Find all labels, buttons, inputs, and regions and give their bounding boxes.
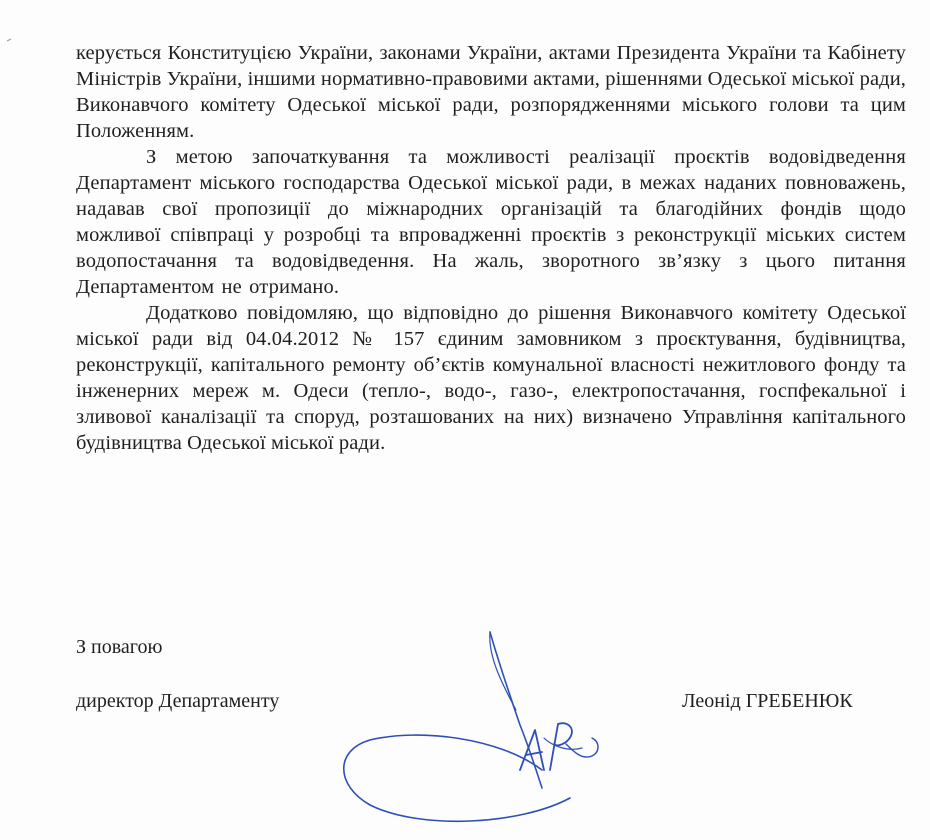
letter-body bbox=[76, 40, 906, 456]
scan-mark bbox=[6, 38, 12, 42]
closing-salutation: З повагою bbox=[76, 636, 163, 658]
signer-title: директор Департаменту bbox=[76, 690, 280, 712]
paragraph-additional-info: Додатково повідомляю, що відповідно до рішення Виконавчого комітету Одеської міської ради від 04.04.2012 № 157 єдиним замовником з проєктування, будівництва, реконструкції, капітального ремонту об’єктів комунальної власності нежитлового фонду та інженерних мереж м. Одеси (тепло-, водо-, газо-, електропостачання, госпфекальної і зливової каналізації та споруд, розташованих на них) визначено Управління капітального будівництва Одеської міської ради. bbox=[76, 302, 906, 454]
paragraph-continuation: керується Конституцією України, законами України, актами Президента України та Кабінету Міністрів України, іншими нормативно-правовими актами, рішеннями Одеської міської ради, Виконавчого комітету Одеської міської ради, розпорядженнями міського голови та цим Положенням. bbox=[76, 42, 906, 142]
handwritten-signature bbox=[330, 620, 630, 840]
signer-name: Леонід ГРЕБЕНЮК bbox=[682, 690, 853, 712]
paragraph-proposals: З метою започаткування та можливості реалізації проєктів водовідведення Департамент міського господарства Одеської міської ради, в межах наданих повноважень, надавав свої пропозиції до міжнародних організацій та благодійних фондів щодо можливої співпраці у розробці та впровадженні проєктів з реконструкції міських систем водопостачання та водовідведення. На жаль, зворотного зв’язку з цього питання Департаментом не отримано. bbox=[76, 146, 906, 298]
